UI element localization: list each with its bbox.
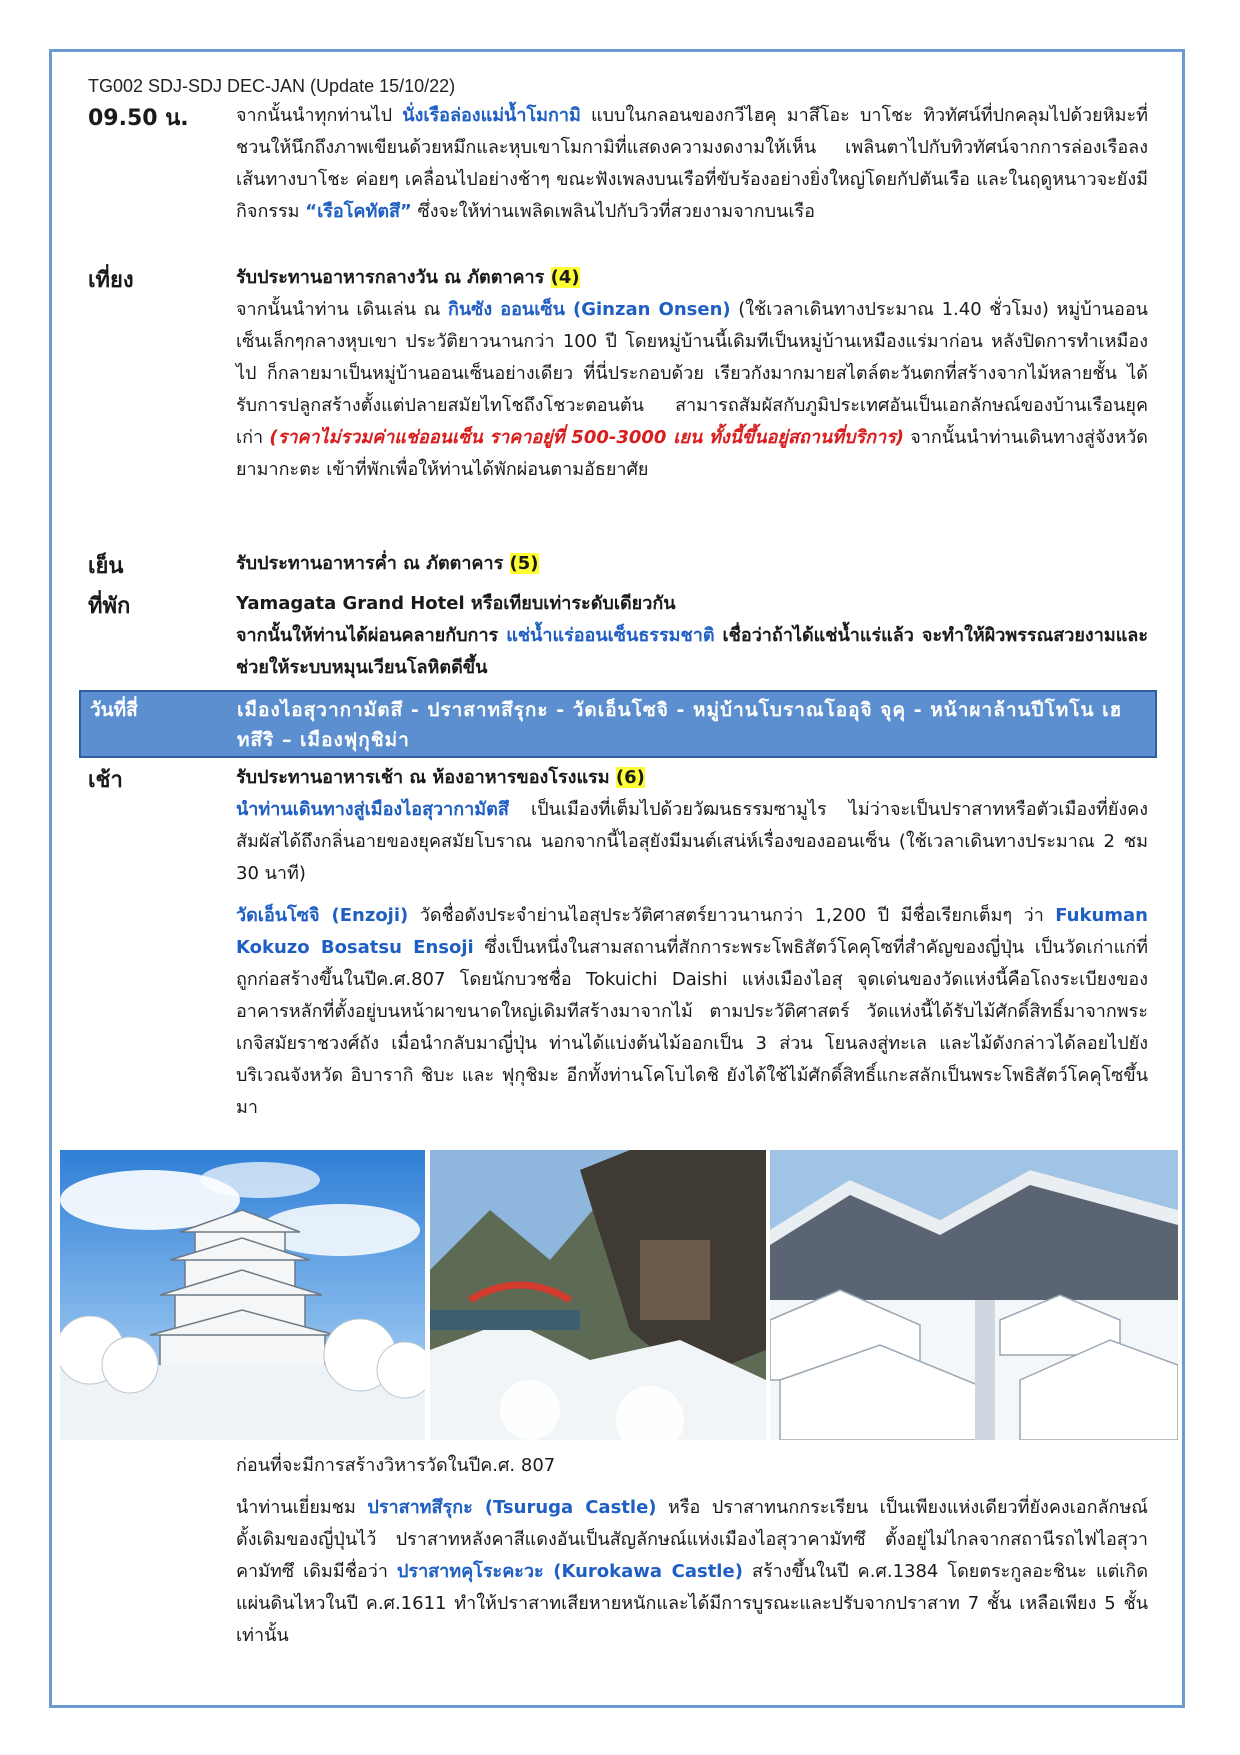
onsen-price-note: (ราคาไม่รวมค่าแช่ออนเซ็น ราคาอยู่ที่ 500-3000 เยน ทั้งนี้ขึ้นอยู่สถานที่บริการ) bbox=[269, 427, 905, 448]
section-text: Yamagata Grand Hotel หรือเทียบเท่าระดับเดียวกัน จากนั้นให้ท่านได้ผ่อนคลายกับการ แช่น้ำแร่ออนเซ็นธรรมชาติ เชื่อว่าถ้าได้แช่น้ำแร่แล้ว จะทำให้ผิวพรรณสวยงามและช่วยให้ระบบหมุนเวียนโลหิตดีขึ้น bbox=[236, 588, 1148, 684]
meal-number: (4) bbox=[550, 267, 580, 288]
section-text: ก่อนที่จะมีการสร้างวิหารวัดในปีค.ศ. 807 นำท่านเยี่ยมชม ปราสาทสึรุกะ (Tsuruga Castle) หรือ ปราสาทนกกระเรียน เป็นเพียงแห่งเดียวที่ยังคงเอกลักษณ์ดั้งเดิมของญี่ปุ่นไว้ ปราสาทหลังคาสีแดงอันเป็นสัญลักษณ์แห่งเมืองไอสุวาคามัทซึ ตั้งอยู่ไม่ไกลจากสถานีรถไฟไอสุวาคามัทซึ เดิมมีชื่อว่า ปราสาทคุโระคะวะ (Kurokawa Castle) สร้างขึ้นในปี ค.ศ.1384 โดยตระกูลอะชินะ แต่เกิดแผ่นดินไหวในปี ค.ศ.1611 ทำให้ปราสาทเสียหายหนักและได้มีการบูรณะและปรับจากปราสาท 7 ชั้น เหลือเพียง 5 ชั้นเท่านั้น bbox=[236, 1455, 1149, 1646]
ouchi-juku-village-photo bbox=[770, 1150, 1178, 1440]
onsen-highlight: แช่น้ำแร่ออนเซ็นธรรมชาติ bbox=[506, 625, 715, 646]
fukuman-highlight: Fukuman Kokuzo Bosatsu Ensoji bbox=[236, 905, 1148, 958]
hotel-name: Yamagata Grand Hotel หรือเทียบเท่าระดับเดียวกัน bbox=[236, 593, 676, 614]
time-label: เช้า bbox=[88, 768, 123, 793]
enzoji-highlight: วัดเอ็นโซจิ (Enzoji) bbox=[236, 905, 409, 926]
day-title: เมืองไอสุวากามัตสึ - ปราสาทสึรุกะ - วัดเอ็นโซจิ - หมู่บ้านโบราณโออุจิ จุคุ - หน้าผาล้านปีโทโน เฮทสึริ – เมืองฟุกุชิม่า bbox=[237, 699, 1123, 751]
tsuruga-castle-photo bbox=[60, 1150, 425, 1440]
day-label: วันที่สี่ bbox=[90, 699, 138, 721]
boat-highlight: นั่งเรือล่องแม่น้ำโมกามิ bbox=[402, 105, 581, 126]
aizu-highlight: นำท่านเดินทางสู่เมืองไอสุวากามัตสึ bbox=[236, 799, 509, 820]
day-banner bbox=[79, 690, 1157, 758]
ginzan-highlight: กินซัง ออนเซ็น (Ginzan Onsen) bbox=[447, 299, 731, 320]
time-label: เย็น bbox=[88, 554, 124, 579]
time-label: ที่พัก bbox=[88, 594, 131, 619]
photo-strip bbox=[60, 1150, 1178, 1440]
tour-code-header: TG002 SDJ-SDJ DEC-JAN (Update 15/10/22) bbox=[88, 76, 456, 96]
enzoji-temple-photo bbox=[430, 1150, 766, 1440]
kotatsu-highlight: “เรือโคทัตสึ” bbox=[305, 201, 412, 222]
meal-number: (6) bbox=[615, 767, 645, 788]
time-label: เที่ยง bbox=[88, 268, 134, 293]
section-text: รับประทานอาหารเช้า ณ ห้องอาหารของโรงแรม (6) นำท่านเดินทางสู่เมืองไอสุวากามัตสึ เป็นเมืองที่เต็มไปด้วยวัฒนธรรมซามูไร ไม่ว่าจะเป็นปราสาทหรือตัวเมืองที่ยังคงสัมผัสได้ถึงกลิ่นอายของยุคสมัยโบราณ นอกจากนี้ไอสุยังมีมนต์เสน่ห์เรื่องของออนเซ็น (ใช้เวลาเดินทางประมาณ 2 ชม 30 นาที) วัดเอ็นโซจิ (Enzoji) วัดชื่อดังประจำย่านไอสุประวัติศาสตร์ยาวนานกว่า 1,200 ปี มีชื่อเรียกเต็มๆ ว่า Fukuman Kokuzo Bosatsu Ensoji ซึ่งเป็นหนึ่งในสามสถานที่สักการะพระโพธิสัตว์โคคุโซที่สำคัญของญี่ปุ่น เป็นวัดเก่าแก่ที่ ถูกก่อสร้างขึ้นในปีค.ศ.807 โดยนักบวชชื่อ Tokuichi Daishi แห่งเมืองไอสุ จุดเด่นของวัดแห่งนี้คือโถงระเบียงของอาคารหลักที่ตั้งอยู่บนหน้าผาขนาดใหญ่เดิมทีสร้างมาจากไม้ ตามประวัติศาสตร์ วัดแห่งนี้ได้รับไม้ศักดิ์สิทธิ์มาจากพระเกจิสมัยราชวงศ์ถัง เมื่อนำกลับมาญี่ปุ่น ท่านได้แบ่งต้นไม้ออกเป็น 3 ส่วน โยนลงสู่ทะเล และไม้ดังกล่าวได้ลอยไปยังบริเวณจังหวัด อิบารากิ ชิบะ และ ฟุกุชิมะ อีกทั้งท่านโคโบไดชิ ยังได้ใช้ไม้ศักดิ์สิทธิ์แกะสลักเป็นพระโพธิสัตว์โคคุโซขึ้นมา bbox=[236, 767, 1148, 1118]
kurokawa-highlight: ปราสาทคุโระคะวะ (Kurokawa Castle) bbox=[396, 1561, 743, 1582]
section-text: รับประทานอาหารค่ำ ณ ภัตตาคาร (5) bbox=[236, 553, 539, 574]
tsuruga-highlight: ปราสาทสึรุกะ (Tsuruga Castle) bbox=[367, 1497, 657, 1518]
time-label: 09.50 น. bbox=[88, 106, 189, 131]
meal-number: (5) bbox=[509, 553, 539, 574]
section-text: จากนั้นนำทุกท่านไป นั่งเรือล่องแม่น้ำโมกามิ แบบในกลอนของกวีไฮคุ มาสึโอะ บาโชะ ทิวทัศน์ที่ปกคลุมไปด้วยหิมะที่ชวนให้นึกถึงภาพเขียนด้วยหมึกและหุบเขาโมกามิที่แสดงความงดงามให้เห็น เพลินตาไปกับทิวทัศน์จากการล่องเรือลงเส้นทางบาโชะ ค่อยๆ เคลื่อนไปอย่างช้าๆ ขณะฟังเพลงบนเรือที่ขับร้องอย่างยิ่งใหญ่โดยกัปตันเรือ และในฤดูหนาวจะยังมีกิจกรรม “เรือโคทัตสึ” ซึ่งจะให้ท่านเพลิดเพลินไปกับวิวที่สวยงามจากบนเรือ bbox=[236, 105, 1148, 222]
section-text: รับประทานอาหารกลางวัน ณ ภัตตาคาร (4) จากนั้นนำท่าน เดินเล่น ณ กินซัง ออนเซ็น (Ginzan Onsen) (ใช้เวลาเดินทางประมาณ 1.40 ชั่วโมง) หมู่บ้านออนเซ็นเล็กๆกลางหุบเขา ประวัติยาวนานกว่า 100 ปี โดยหมู่บ้านนี้เดิมทีเป็นหมู่บ้านเหมืองแร่มาก่อน หลังปิดการทำเหมืองไป ก็กลายมาเป็นหมู่บ้านออนเซ็นอย่างเดียว ที่นี่ประกอบด้วย เรียวกังมากมายสไตล์ตะวันตกที่สร้างจากไม้หลายชั้น ได้รับการปลูกสร้างตั้งแต่ปลายสมัยไทโชถึงโชวะตอนต้น สามารถสัมผัสกับภูมิประเทศอันเป็นเอกลักษณ์ของบ้านเรือนยุคเก่า (ราคาไม่รวมค่าแช่ออนเซ็น ราคาอยู่ที่ 500-3000 เยน ทั้งนี้ขึ้นอยู่สถานที่บริการ) จากนั้นนำท่านเดินทางสู่จังหวัดยามากะตะ เข้าที่พักเพื่อให้ท่านได้พักผ่อนตามอัธยาศัย bbox=[236, 267, 1148, 480]
